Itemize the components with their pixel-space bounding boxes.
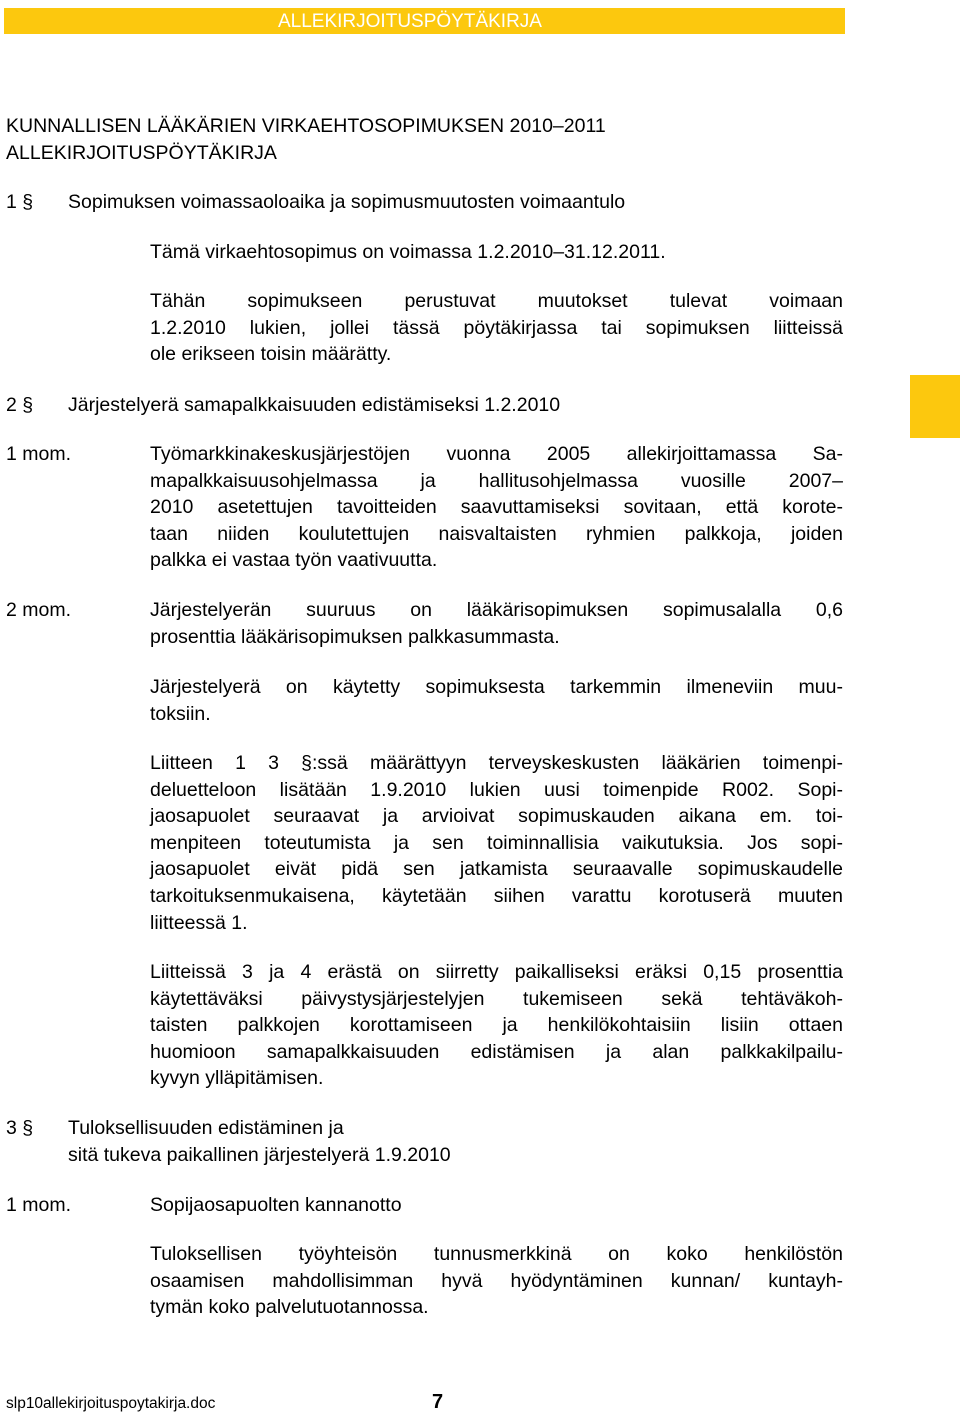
section-2-mom-2-label: 2 mom. [6, 599, 72, 621]
section-2-mom-2-paragraph-1 [150, 597, 843, 650]
section-2-mom-2-paragraph-3 [150, 750, 843, 936]
footer-filename: slp10allekirjoituspoytakirja.doc [6, 1395, 216, 1412]
header-title: ALLEKIRJOITUSPÖYTÄKIRJA [278, 11, 542, 32]
paragraph-line: prosenttia lääkärisopimuksen palkkasummasta. [150, 625, 560, 648]
paragraph-line: deluetteloon lisätään 1.9.2010 lukien uusi toimenpide R002. Sopi- [150, 778, 843, 801]
paragraph-line: Järjestelyerä on käytetty sopimuksesta tarkemmin ilmeneviin muu- [150, 676, 843, 698]
paragraph-line: jaosapuolet seuraavat ja arvioivat sopimuskauden aikana em. toi- [150, 805, 843, 828]
paragraph-line: osaamisen mahdollisimman hyvä hyödyntäminen kunnan/ kuntayh- [150, 1269, 843, 1292]
document-title-line-1: KUNNALLISEN LÄÄKÄRIEN VIRKAEHTOSOPIMUKSEN 2010–2011 [6, 115, 606, 137]
paragraph-line: tymän koko palvelutuotannossa. [150, 1296, 429, 1319]
section-3-number: 3 § [6, 1117, 34, 1139]
paragraph-line: taisten palkkojen korottamiseen ja henkilökohtaisiin lisiin ottaen [150, 1014, 843, 1037]
paragraph-line: Liitteissä 3 ja 4 erästä on siirretty paikalliseksi eräksi 0,15 prosenttia [150, 961, 843, 983]
paragraph-line: huomioon samapalkkaisuuden edistämisen ja alan palkkakilpailu- [150, 1040, 843, 1063]
paragraph-line: Tähän sopimukseen perustuvat muutokset tulevat voimaan [150, 290, 843, 312]
paragraph-line: Tuloksellisen työyhteisön tunnusmerkkinä on koko henkilöstön [150, 1243, 843, 1265]
paragraph-line: käytettäväksi päivystysjärjestelyjen tukemiseen sekä tehtäväkoh- [150, 987, 843, 1010]
section-3-mom-1-title: Sopijaosapuolten kannanotto [150, 1194, 402, 1216]
paragraph-line: liitteessä 1. [150, 911, 248, 934]
section-1-paragraph-1: Tämä virkaehtosopimus on voimassa 1.2.2010–31.12.2011. [150, 241, 666, 263]
section-3-title-line-1: Tuloksellisuuden edistäminen ja [68, 1117, 344, 1139]
header-bar [4, 8, 845, 34]
section-2-mom-2-paragraph-4 [150, 959, 843, 1092]
section-3-mom-1-label: 1 mom. [6, 1194, 72, 1216]
section-1-title: Sopimuksen voimassaoloaika ja sopimusmuutosten voimaantulo [68, 191, 626, 213]
footer-page-number: 7 [432, 1391, 444, 1413]
paragraph-line: taan niiden koulutettujen naisvaltaisten ryhmien palkkoja, joiden [150, 522, 843, 545]
paragraph-line: kyvyn ylläpitämisen. [150, 1067, 324, 1090]
paragraph-line: jaosapuolet eivät pidä sen jatkamista seuraavalle sopimuskaudelle [150, 858, 843, 881]
paragraph-line: palkka ei vastaa työn vaativuutta. [150, 549, 438, 572]
paragraph-line: 2010 asetettujen tavoitteiden saavuttamiseksi sovitaan, että korote- [150, 496, 843, 519]
section-3-mom-1-paragraph [150, 1241, 843, 1321]
paragraph-line: 1.2.2010 lukien, jollei tässä pöytäkirjassa tai sopimuksen liitteissä [150, 316, 843, 339]
paragraph-line: tarkoituksenmukaisena, käytetään siihen varattu korotuserä muuten [150, 884, 843, 907]
section-3-title-line-2: sitä tukeva paikallinen järjestelyerä 1.9.2010 [68, 1144, 451, 1166]
section-1-number: 1 § [6, 191, 34, 213]
paragraph-line: Liitteen 1 3 §:ssä määrättyyn terveyskeskusten lääkärien toimenpi- [150, 752, 843, 774]
section-2-number: 2 § [6, 394, 34, 416]
section-1-paragraph-2 [150, 288, 843, 368]
paragraph-line: Työmarkkinakeskusjärjestöjen vuonna 2005 allekirjoittamassa Sa- [150, 443, 843, 465]
side-tab-marker [910, 375, 960, 438]
paragraph-line: Järjestelyerän suuruus on lääkärisopimuksen sopimusalalla 0,6 [150, 599, 843, 621]
section-2-mom-1-label: 1 mom. [6, 443, 72, 465]
section-2-mom-1-text [150, 441, 843, 574]
paragraph-line: menpiteen toteutumista ja sen toiminnallisia vaikutuksia. Jos sopi- [150, 831, 843, 854]
paragraph-line: ole erikseen toisin määrätty. [150, 343, 392, 366]
section-2-title: Järjestelyerä samapalkkaisuuden edistämiseksi 1.2.2010 [68, 394, 561, 416]
paragraph-line: mapalkkaisuusohjelmassa ja hallitusohjelmassa vuosille 2007– [150, 469, 843, 492]
document-title-line-2: ALLEKIRJOITUSPÖYTÄKIRJA [6, 142, 277, 164]
section-2-mom-2-paragraph-2 [150, 674, 843, 727]
paragraph-line: toksiin. [150, 702, 211, 725]
